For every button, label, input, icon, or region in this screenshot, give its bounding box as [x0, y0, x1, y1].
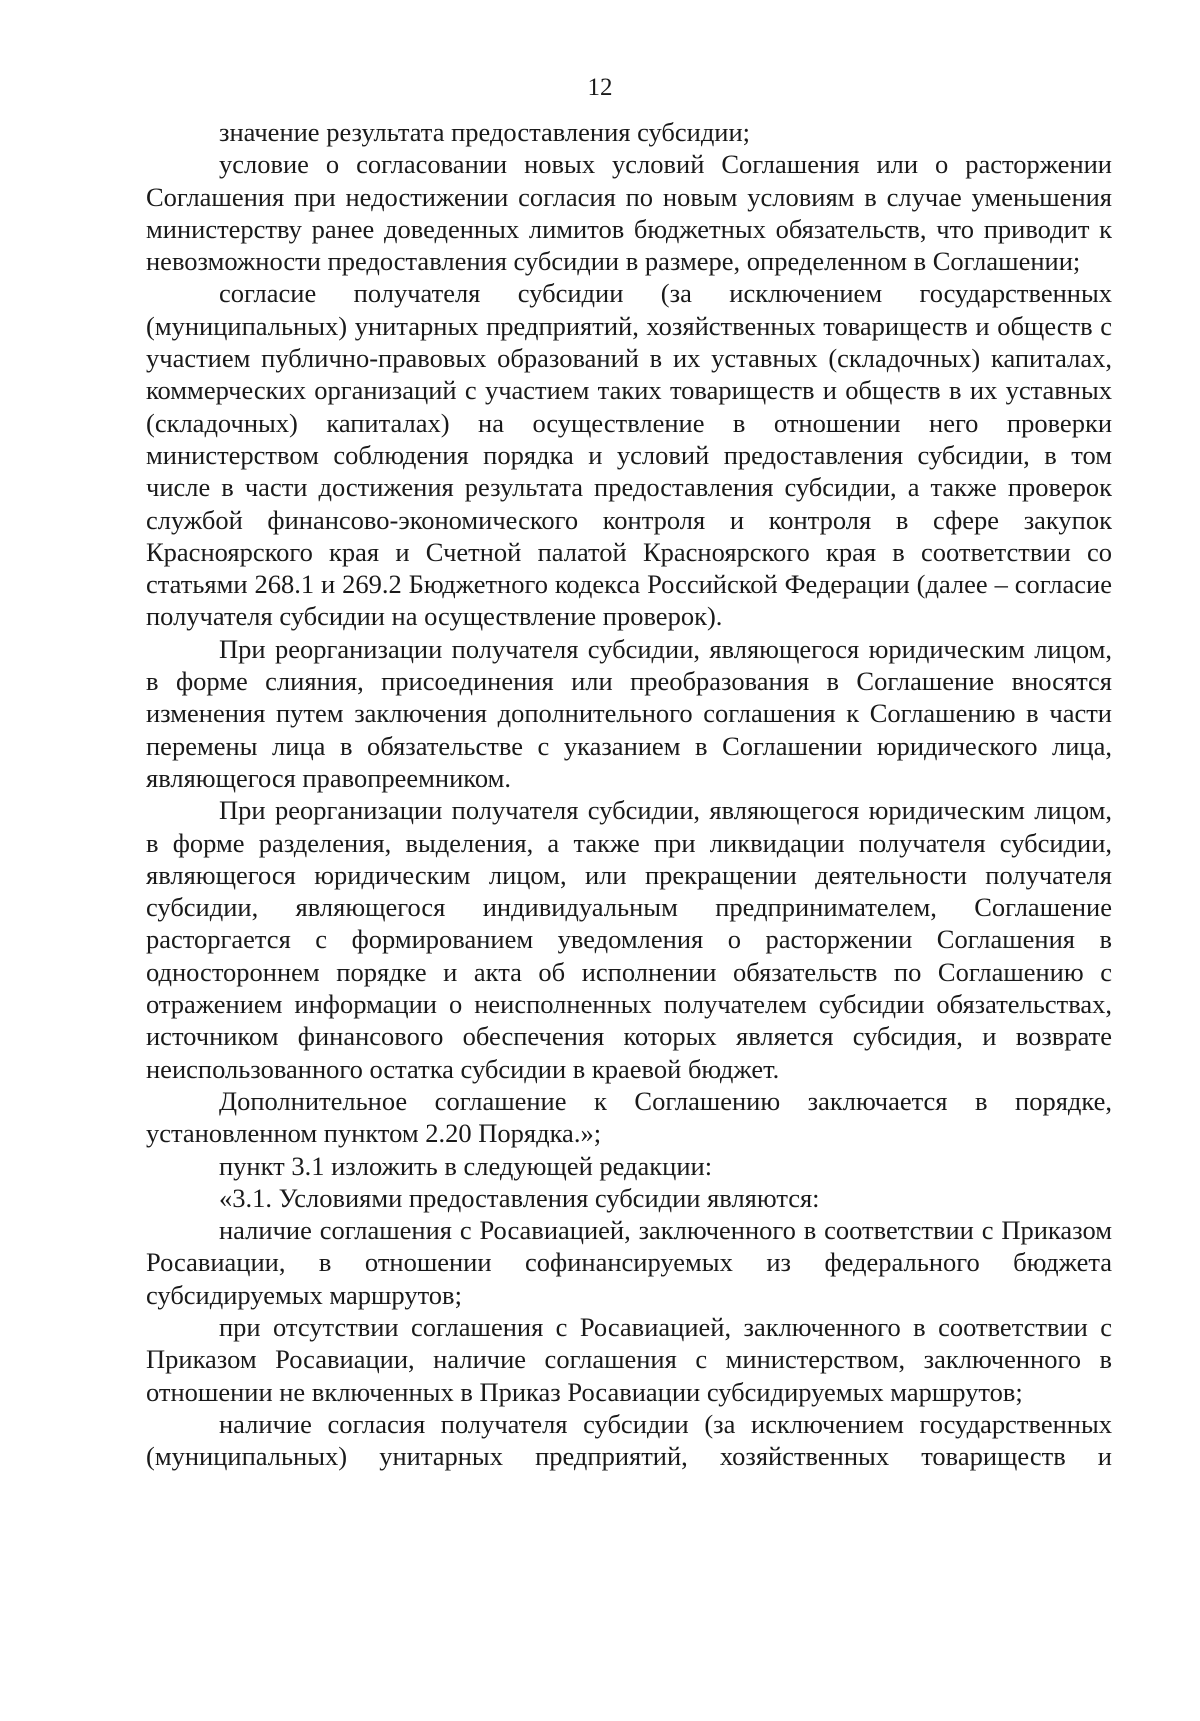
- paragraph-consent-continued: наличие согласия получателя субсидии (за исключением государственных (муниципальных) унитарных предприятий, хозяйственных товариществ и: [146, 1408, 1112, 1472]
- paragraph-clause-3-1-heading: «3.1. Условиями предоставления субсидии являются:: [219, 1182, 820, 1213]
- page-number: 12: [587, 74, 613, 101]
- paragraph-rosaviatsia-agreement: наличие соглашения с Росавиацией, заключенного в соответствии с Приказом Росавиации, в отношении софинансируемых из федерального бюджета субсидируемых маршрутов;: [146, 1215, 1112, 1310]
- paragraph-reorganization-division: При реорганизации получателя субсидии, являющегося юридическим лицом, в форме разделения, выделения, а также при ликвидации получателя субсидии, являющегося юридическим лицом, или прекращении деятельности получателя субсидии, являющегося индивидуальным предпринимателем, Соглашение расторгается с формированием уведомления о расторжении Соглашения в одностороннем порядке и акта об исполнении обязательств по Соглашению с отражением информации о неисполненных получателем субсидии обязательствах, источником финансового обеспечения которых является субсидия, и возврате неиспользованного остатка субсидии в краевой бюджет.: [146, 795, 1112, 1084]
- paragraph-recipient-consent: согласие получателя субсидии (за исключением государственных (муниципальных) унитарных предприятий, хозяйственных товариществ и обществ с участием публично-правовых образований в их уставных (складочных) капиталах, коммерческих организаций с участием таких товариществ и обществ в их уставных (складочных) капиталах) на осуществление в отношении него проверки министерством соблюдения порядка и условий предоставления субсидии, в том числе в части достижения результата предоставления субсидии, а также проверок службой финансово-экономического контроля и контроля в сфере закупок Красноярского края и Счетной палатой Красноярского края в соответствии со статьями 268.1 и 269.2 Бюджетного кодекса Российской Федерации (далее – согласие получателя субсидии на осуществление проверок).: [146, 278, 1112, 632]
- paragraph-result-value: значение результата предоставления субсидии;: [219, 117, 751, 147]
- paragraph-additional-agreement: Дополнительное соглашение к Соглашению заключается в порядке, установленном пунктом 2.20 Порядка.»;: [146, 1085, 1112, 1149]
- paragraph-ministry-agreement: при отсутствии соглашения с Росавиацией, заключенного в соответствии с Приказом Росавиации, наличие соглашения с министерством, заключенного в отношении не включенных в Приказ Росавиации субсидируемых маршрутов;: [146, 1311, 1112, 1407]
- paragraph-reorganization-merger: При реорганизации получателя субсидии, являющегося юридическим лицом, в форме слияния, присоединения или преобразования в Соглашение вносятся изменения путем заключения дополнительного соглашения к Соглашению в части перемены лица в обязательстве с указанием в Соглашении юридического лица, являющегося правопреемником.: [146, 633, 1112, 793]
- paragraph-clause-3-1-intro: пункт 3.1 изложить в следующей редакции:: [219, 1150, 713, 1181]
- paragraph-agreement-conditions: условие о согласовании новых условий Соглашения или о расторжении Соглашения при недостижении согласия по новым условиям в случае уменьшения министерству ранее доведенных лимитов бюджетных обязательств, что приводит к невозможности предоставления субсидии в размере, определенном в Соглашении;: [146, 149, 1112, 277]
- document-body: [146, 116, 1112, 1472]
